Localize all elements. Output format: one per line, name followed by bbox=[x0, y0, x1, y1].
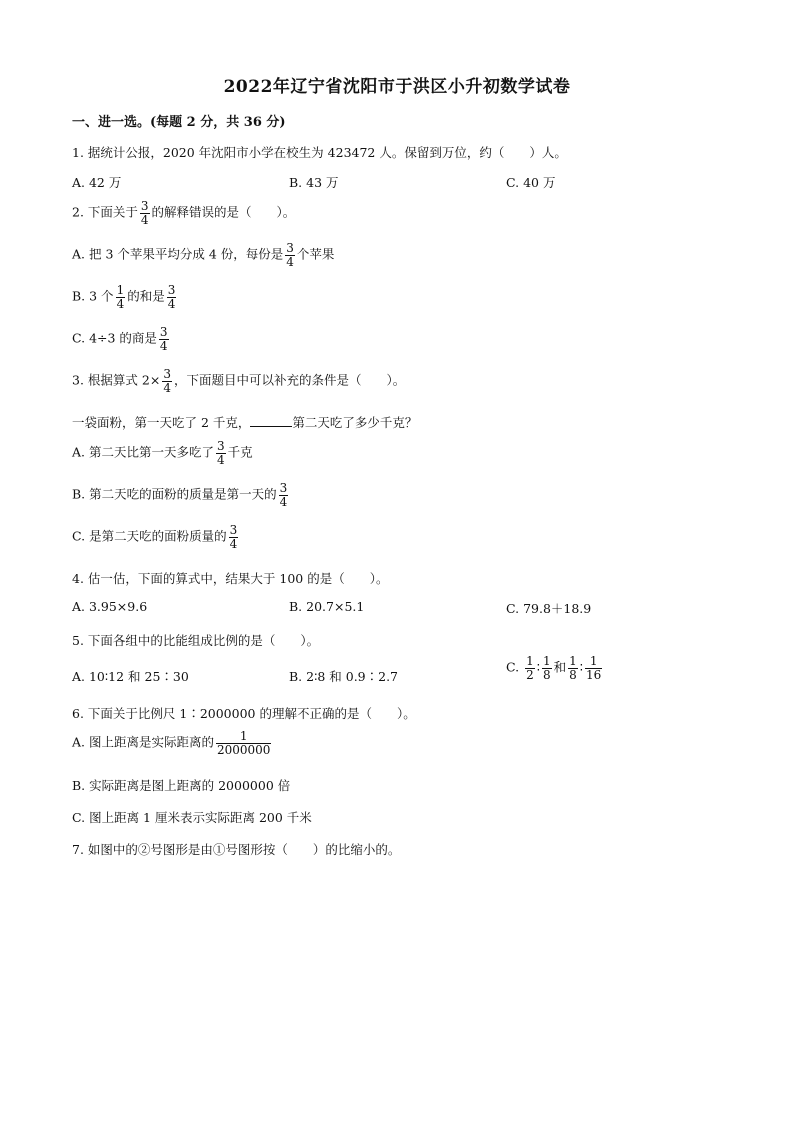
question-2-stem bbox=[72, 200, 295, 226]
q4-option-c: C. 79.8＋18.9 bbox=[506, 601, 592, 616]
q6-option-c: C. 图上距离 1 厘米表示实际距离 200 千米 bbox=[72, 810, 312, 825]
fraction-1-4: $\frac{1}{4}$ bbox=[116, 283, 125, 311]
fraction-3-4: $\frac{3}{4}$ bbox=[286, 241, 294, 269]
q3-option-c: C. 是第二天吃的面粉质量的 $\frac{3}{4}$ bbox=[72, 523, 238, 551]
fraction-3-4: $\frac{3}{4}$ bbox=[216, 439, 225, 467]
q1-option-c: C. 40 万 bbox=[506, 175, 556, 190]
q1-option-a: A. 42 万 bbox=[72, 175, 122, 190]
question-4-stem: 4. 估一估，下面的算式中，结果大于 100 的是（ ）。 bbox=[72, 571, 389, 586]
q3-option-a: A. 第二天比第一天多吃了 $\frac{3}{4}$ 千克 bbox=[72, 439, 253, 467]
fraction-3-4: $\frac{3}{4}$ bbox=[140, 199, 149, 227]
q5-option-b: B. 2∶8 和 0.9∶2.7 bbox=[289, 669, 398, 684]
q5-option-c: C. $\frac{1}{2}$ ∶ $\frac{1}{8}$ 和 $\frac{1}{8}$ ∶ $\frac{1}{16}$ bbox=[506, 654, 602, 682]
fraction-3-4: $\frac{3}{4}$ bbox=[163, 367, 171, 395]
section-heading: 一、进一选。(每题 2 分，共 36 分) bbox=[72, 115, 286, 130]
question-6-stem: 6. 下面关于比例尺 1∶2000000 的理解不正确的是（ ）。 bbox=[72, 706, 416, 721]
page-title: 2022年辽宁省沈阳市于洪区小升初数学试卷 bbox=[223, 77, 571, 97]
q6-option-b: B. 实际距离是图上距离的 2000000 倍 bbox=[72, 778, 291, 793]
fraction-3-4: $\frac{3}{4}$ bbox=[229, 523, 238, 551]
fraction-3-4: $\frac{3}{4}$ bbox=[279, 481, 288, 509]
q2-option-a: A. 把 3 个苹果平均分成 4 份，每份是 $\frac{3}{4}$ 个苹果 bbox=[72, 241, 335, 269]
q5-option-a: A. 10∶12 和 25∶30 bbox=[72, 669, 189, 684]
fraction-3-4: $\frac{3}{4}$ bbox=[167, 283, 176, 311]
q3-option-b: B. 第二天吃的面粉的质量是第一天的 $\frac{3}{4}$ bbox=[72, 481, 288, 509]
fraction-1-2000000: $\frac{1}{2000000}$ bbox=[216, 729, 271, 757]
fraction-1-8: $\frac{1}{8}$ bbox=[569, 654, 577, 682]
q6-option-a: A. 图上距离是实际距离的 $\frac{1}{2000000}$ bbox=[72, 729, 271, 757]
q2-option-b: B. 3 个 $\frac{1}{4}$ 的和是 $\frac{3}{4}$ bbox=[72, 283, 176, 311]
fraction-1-8: $\frac{1}{8}$ bbox=[542, 654, 551, 682]
q2-stem-post: 的解释错误的是（ ）。 bbox=[151, 204, 296, 220]
question-7-stem: 7. 如图中的②号图形是由①号图形按（ ）的比缩小的。 bbox=[72, 842, 401, 857]
q4-option-a: A. 3.95×9.6 bbox=[72, 599, 148, 614]
question-5-stem: 5. 下面各组中的比能组成比例的是（ ）。 bbox=[72, 633, 320, 648]
fraction-3-4: $\frac{3}{4}$ bbox=[159, 325, 168, 353]
fraction-1-16: $\frac{1}{16}$ bbox=[586, 654, 602, 682]
q3-context: 一袋面粉，第一天吃了 2 千克， 第二天吃了多少千克？ bbox=[72, 415, 418, 430]
question-3-stem: 3. 根据算式 2× $\frac{3}{4}$ ，下面题目中可以补充的条件是（ ）。 bbox=[72, 367, 406, 395]
q1-option-b: B. 43 万 bbox=[289, 175, 339, 190]
fraction-1-2: $\frac{1}{2}$ bbox=[526, 654, 534, 682]
question-1-stem: 1. 据统计公报，2020 年沈阳市小学在校生为 423472 人。保留到万位，约（ ）人。 bbox=[72, 145, 567, 160]
q4-option-b: B. 20.7×5.1 bbox=[289, 599, 365, 614]
q2-stem-pre: 2. 下面关于 bbox=[72, 204, 138, 220]
q2-option-c: C. 4÷3 的商是 $\frac{3}{4}$ bbox=[72, 325, 168, 353]
answer-blank bbox=[250, 414, 292, 427]
